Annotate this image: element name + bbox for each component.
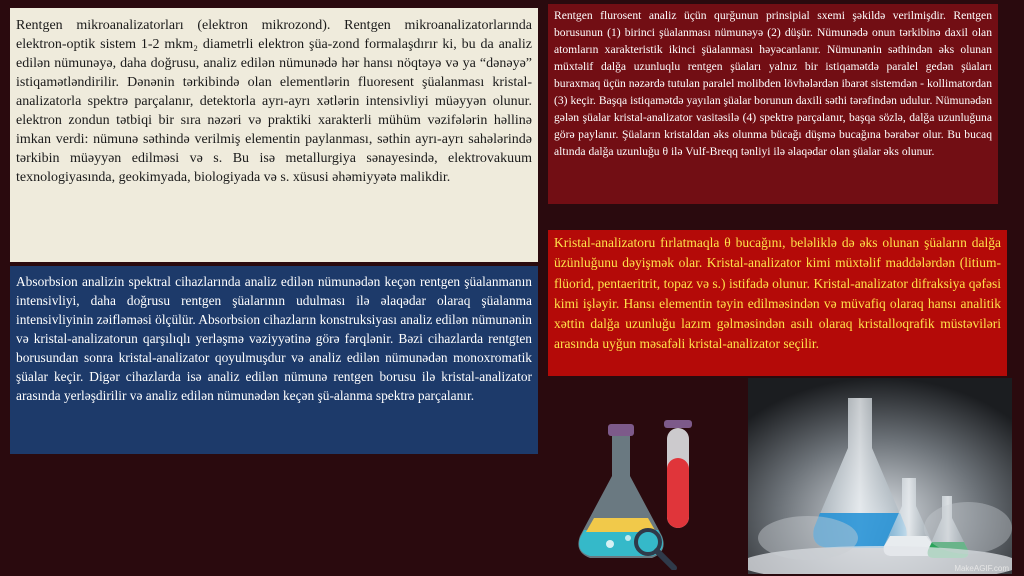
lab-flask-icon [578,424,663,558]
absorption-text-block: Absorbsion analizin spektral cihazlarında analiz edilən nümunədən keçən rentgen şüalanmanın intensivliyi, daha doğrusu rentgen şüalarının udulması ilə əlaqədar olaraq şüalanma intensivliyinin zəifləməsi ölçülür. Absorbsion cihazların konstruksiyası analiz edilən nümunənin və kristal-analizatorun qarşılıqlı yerləşmə vəziyyətinə görə fərqlənir. Bəzi cihazlarda rentgten borusundan sonra kristal-analizator qoyulmuşdur və analiz edilən nümunədən monoxromatik şüalar keçir. Digər cihazlarda isə analiz edilən nümunə rentgen borusu ilə kristal-analizator arasında yerləşdirilir və analiz edilən nümunədən keçən şü-alanma spektrə parçalanır. [10,266,538,454]
chemistry-illustration [570,418,720,570]
crystal-analyzer-text-block: Kristal-analizatoru fırlatmaqla θ bucağını, beləliklə də əks olunan şüaların dalğa üzünluğunu dəyişmək olar. Kristal-analizator kimi müxtəlif maddələrdən (litium-flüorid, pentaeritrit, topaz və s.) istifadə olunur. Kristal-analizator difraksiya qəfəsi kimi işləyir. Hansı elementin təyin edilməsindən və müvafiq olaraq hansı analitik xəttin dalğa uzunluğu lazım gəlməsindən asılı olaraq kristalloqrafik müstəviləri arasında uyğun məsafəli kristal-analizator seçilir. [548,230,1007,376]
fluorescent-text-block: Rentgen flurosent analiz üçün qurğunun prinsipial sxemi şəkildə verilmişdir. Rentgen borusunun (1) birinci şüalanması nümunəyə (2) düşür. Nümunədə onun tərkibinə daxil olan atomların xarakteristik ikinci şüalanması həyəcanlanır. Nümunənin səthindən əks olunan müxtəlif dalğa uzunluqlu rentgen şüaları yalnız bir istiqamətdə paralel gedən şüaları buraxmaq üçün nəzərdə tutulan paralel molibden lövhələrdən ibarət sistemdən - kollimatordan (3) keçir. Başqa istiqamətdə yayılan şüalar borunun daxili səthi tərəfindən udulur. Nümunədən gələn şüalar kristal-analizator vasitəsilə (4) spektrə parçalanır, başqa sözlə, dalğa uzunluğuna görə paylanır. Şüaların kristaldan əks olunma bücağı düşmə bucağına bərabər olur. Bu bucaq altında dalğa uzunluğu θ ilə Vulf-Breqq tənliyi ilə əlaqədar olan şüalar əks olunur. [548,4,998,204]
watermark-label: MakeAGIF.com [954,564,1009,573]
intro-text-block: Rentgen mikroanalizatorları (elektron mikrozond). Rentgen mikroanalizatorlarında elektron-optik sistem 1-2 mkm₂ diametrli elektron şüa-zond formalaşdırır ki, bu da analiz edilən nümunəyə, daha doğrusu, analiz edilən nümunədə hər hansı nöqtəyə və ya “dənəyə” istiqamətləndirilir. Dənənin tərkibində olan elementlərin fluoresent şüalanması kristal-analizatorla spektrə parçalanır, detektorla ayrı-ayrı xətlərin intensivliyi müəyyən olunur. elektron zondun tətbiqi bir sıra nəzəri və praktiki xarakterli mühüm vəzifələrin həllinə imkan verdi: nümunə səthində verilmiş elementin paylanması, səthin ayrı-ayrı sahələrində tərkibin müəyyən edilməsi və s. Bu isə metallurgiya sənayesində, elektrovakuum texnologiyasında, geokimyada, biologiyada və s. xüsusi əhəmiyyətə malikdir. [10,8,538,262]
test-tube-icon [664,420,692,528]
lab-flasks-photo [748,378,1012,574]
